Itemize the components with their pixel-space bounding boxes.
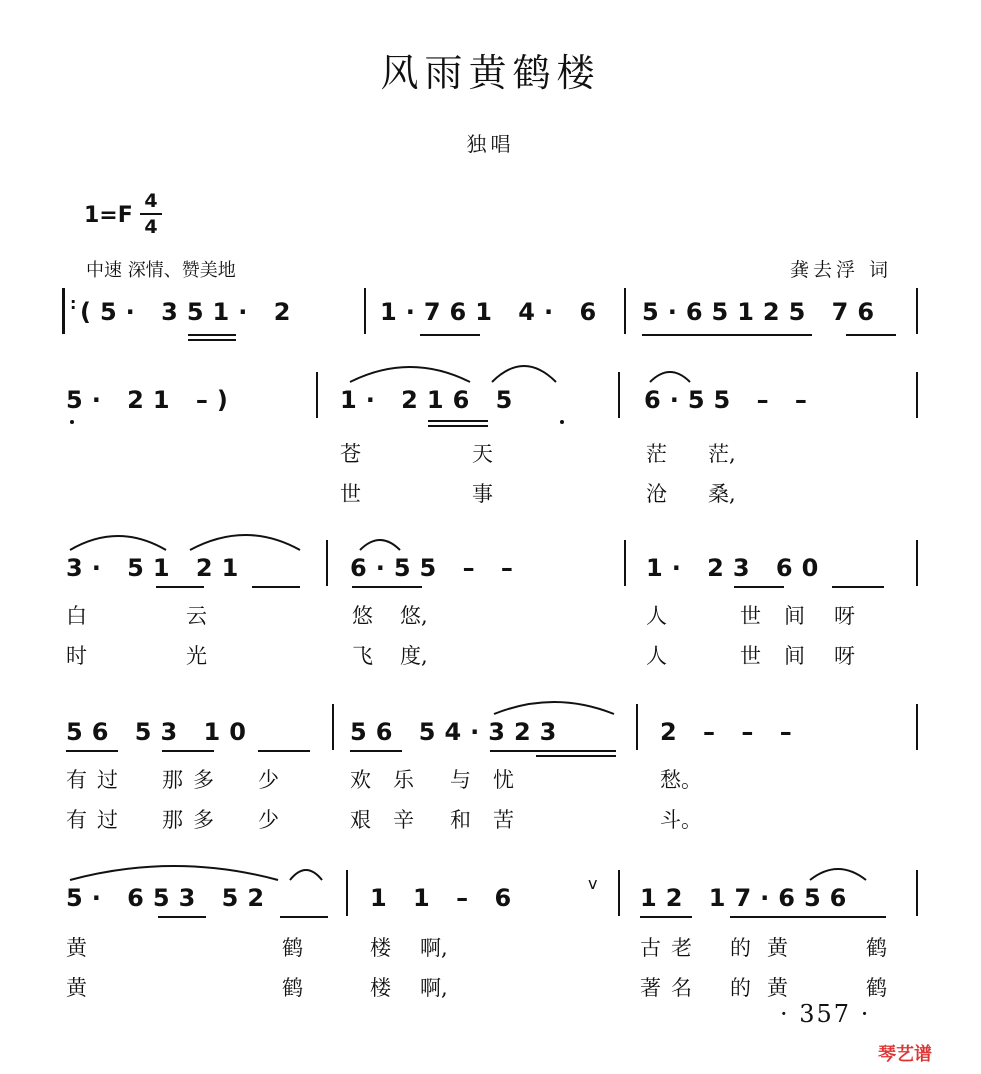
- barline: [636, 704, 638, 750]
- measure-2-3: 6·55 – –: [644, 386, 816, 414]
- measure-3-3: 1· 23 60: [646, 554, 828, 582]
- lyric: 啊,: [420, 976, 448, 1000]
- lyric: 人: [646, 604, 667, 628]
- lyric: 鹤: [866, 936, 887, 960]
- lyric: 鹤: [282, 976, 303, 1000]
- lyric: 飞: [352, 644, 373, 668]
- repeat-start-bar: [62, 288, 65, 334]
- barline: [916, 540, 918, 586]
- barline: [624, 540, 626, 586]
- lyric: 世: [740, 644, 761, 668]
- underline: [162, 750, 214, 752]
- slur: [360, 540, 400, 550]
- underline: [156, 586, 204, 588]
- lyric: 呀: [834, 604, 855, 628]
- slur: [810, 869, 866, 880]
- lyric: 愁。: [660, 768, 702, 792]
- underline: [428, 425, 488, 427]
- underline: [536, 755, 616, 757]
- measure-3-1: 3· 51 21: [66, 554, 248, 582]
- lyric: 鹤: [866, 976, 887, 1000]
- lyric: 度,: [400, 644, 428, 668]
- underline: [352, 586, 422, 588]
- measure-4-1: 56 53 10: [66, 718, 255, 746]
- lyric: 人: [646, 644, 667, 668]
- lyric: 少: [258, 768, 279, 792]
- measure-1-1: (5· 351· 2: [80, 298, 300, 326]
- breath-mark: v: [588, 874, 598, 893]
- watermark-logo: 琴艺谱: [878, 1044, 932, 1065]
- lyric: 云: [186, 604, 207, 628]
- lyric: 光: [186, 644, 207, 668]
- lyric: 有过: [66, 768, 128, 792]
- underline: [158, 916, 206, 918]
- lyric: 呀: [834, 644, 855, 668]
- underline: [734, 586, 784, 588]
- lyric: 天: [472, 442, 493, 466]
- underline: [846, 334, 896, 336]
- lyric: 少: [258, 808, 279, 832]
- lyric: 时: [66, 644, 87, 668]
- underline: [428, 420, 488, 422]
- underline: [350, 750, 402, 752]
- underline: [258, 750, 310, 752]
- lyric: 世: [340, 482, 361, 506]
- key-signature: 1=F: [84, 203, 133, 228]
- barline: [346, 870, 348, 916]
- lyric: 那多: [162, 808, 224, 832]
- measure-5-1: 5· 653 52: [66, 884, 274, 912]
- underline: [188, 334, 236, 336]
- performance-type: 独唱: [466, 132, 515, 156]
- barline: [916, 372, 918, 418]
- lyric: 间: [784, 644, 805, 668]
- lyric: 间: [784, 604, 805, 628]
- underline: [280, 916, 328, 918]
- lyric: 桑,: [708, 482, 736, 506]
- underline: [252, 586, 300, 588]
- barline: [916, 704, 918, 750]
- time-signature-bottom: 4: [144, 216, 158, 238]
- measure-5-3: 12 17·656: [640, 884, 856, 912]
- barline: [916, 288, 918, 334]
- measure-3-2: 6·55 – –: [350, 554, 522, 582]
- time-signature: [140, 190, 162, 238]
- underline: [420, 334, 480, 336]
- measure-2-2: 1· 216 5: [340, 386, 522, 414]
- measure-4-2: 56 54·323: [350, 718, 566, 746]
- underline: [66, 750, 118, 752]
- time-signature-top: 4: [144, 190, 158, 212]
- underline: [730, 916, 886, 918]
- measure-5-2: 1 1 – 6: [370, 884, 521, 912]
- song-title: 风雨黄鹤楼: [380, 51, 601, 95]
- barline: [332, 704, 334, 750]
- measure-1-2: 1·761 4· 6: [380, 298, 606, 326]
- slur: [190, 535, 300, 550]
- barline: [618, 372, 620, 418]
- slur: [70, 536, 166, 550]
- lyric: 啊,: [420, 936, 448, 960]
- lyric: 沧: [646, 482, 667, 506]
- lyric: 艰辛: [350, 808, 436, 832]
- barline: [364, 288, 366, 334]
- slur: [494, 702, 614, 714]
- measure-2-1: 5· 21 –): [66, 386, 237, 414]
- repeat-dots: :: [70, 294, 77, 313]
- underline: [640, 916, 692, 918]
- measure-1-3: 5·65125 76: [642, 298, 884, 326]
- underline: [188, 339, 236, 341]
- lyric: 斗。: [660, 808, 702, 832]
- lyric: 欢乐: [350, 768, 436, 792]
- lyric: 苍: [340, 442, 361, 466]
- slur: [290, 870, 322, 880]
- barline: [316, 372, 318, 418]
- lyric: 茫: [646, 442, 667, 466]
- low-octave-dot: [70, 420, 74, 424]
- lyric: 黄: [66, 976, 87, 1000]
- slur: [492, 366, 556, 382]
- lyric: 茫,: [708, 442, 736, 466]
- lyric: 有过: [66, 808, 128, 832]
- lyric: 著名: [640, 976, 702, 1000]
- barline: [916, 870, 918, 916]
- slur: [350, 367, 470, 382]
- lyric: 事: [472, 482, 493, 506]
- lyric: 白: [66, 604, 87, 628]
- lyric: 悠,: [400, 604, 428, 628]
- tempo-marking: 中速 深情、赞美地: [86, 260, 236, 281]
- lyric: 的黄: [730, 976, 804, 1000]
- barline: [326, 540, 328, 586]
- lyricist-credit: 龚去浮 词: [790, 259, 893, 281]
- barline: [624, 288, 626, 334]
- lyric: 的黄: [730, 936, 804, 960]
- measure-4-3: 2 – – –: [660, 718, 801, 746]
- underline: [642, 334, 812, 336]
- underline: [490, 750, 616, 752]
- barline: [618, 870, 620, 916]
- lyric: 那多: [162, 768, 224, 792]
- lyric: 黄: [66, 936, 87, 960]
- lyric: 楼: [370, 936, 391, 960]
- lyric: 楼: [370, 976, 391, 1000]
- lyric: 与忧: [450, 768, 536, 792]
- low-octave-dot: [560, 420, 564, 424]
- slur: [70, 866, 278, 880]
- slur: [650, 372, 690, 382]
- lyric: 和苦: [450, 808, 536, 832]
- lyric: 古老: [640, 936, 702, 960]
- lyric: 悠: [352, 604, 373, 628]
- underline: [832, 586, 884, 588]
- lyric: 鹤: [282, 936, 303, 960]
- lyric: 世: [740, 604, 761, 628]
- page-number: · 357 ·: [780, 1000, 871, 1028]
